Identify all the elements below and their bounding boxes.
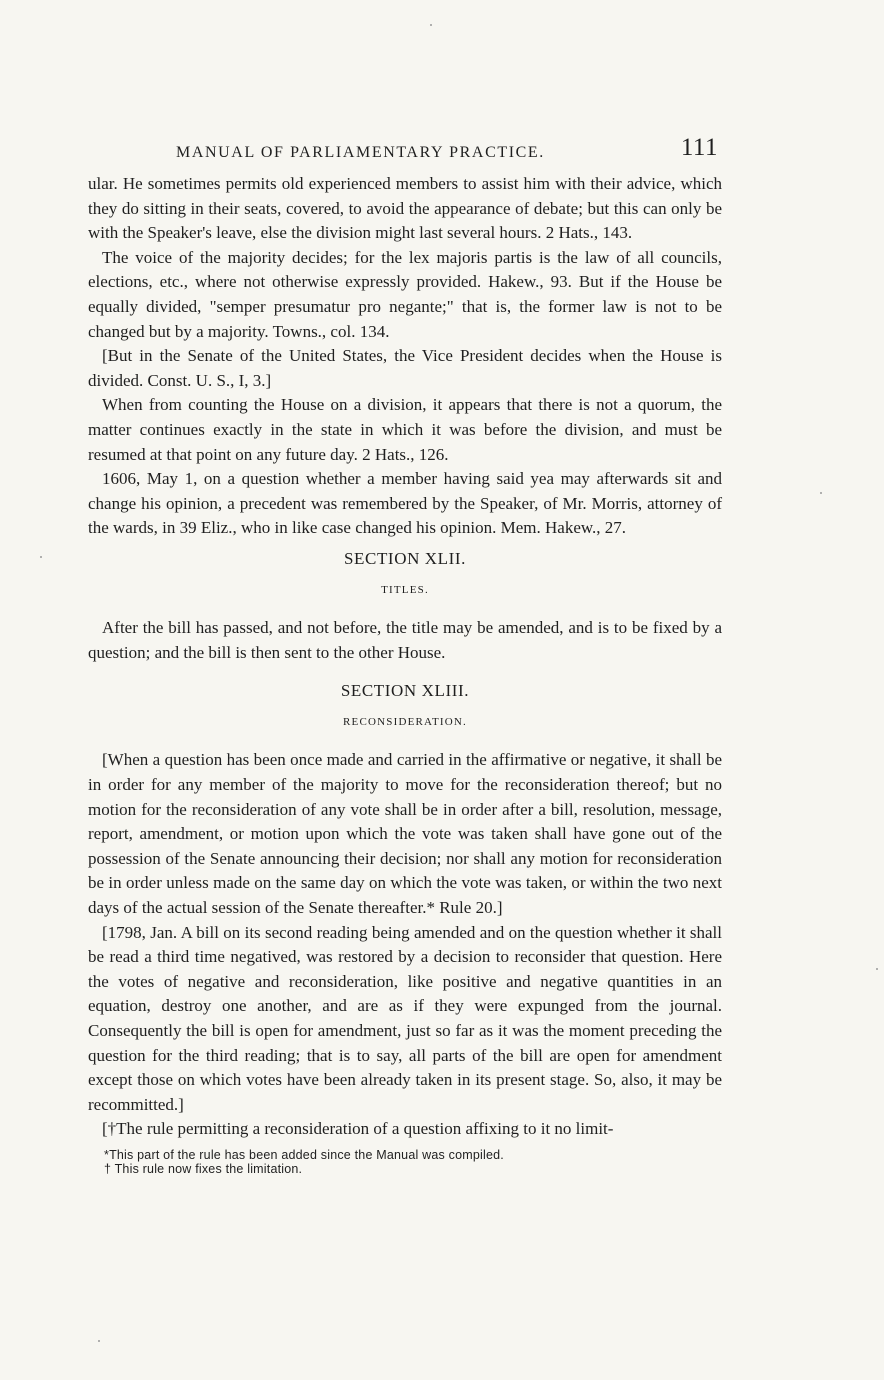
paragraph-precedent-1606: 1606, May 1, on a question whether a member having said yea may afterwards sit and change his opinion, a precedent was remembered by the Speaker, of Mr. Morris, attorney of the wards, in 39 Eliz., who in like case changed his opinion. Mem. Hakew., 27. (88, 469, 722, 538)
section-42-heading: SECTION XLII. (343, 548, 467, 568)
paragraph-titles: After the bill has passed, and not before, the title may be amended, and is to be fixed by a question; and the bill is then sent to the other House. (88, 618, 722, 662)
paragraph-reconsideration-limit: [†The rule permitting a reconsideration of a question affixing to it no limit- (102, 1119, 614, 1139)
paragraph-reconsideration-1798: [1798, Jan. A bill on its second reading being amended and on the question whether it shall be read a third time negatived, was restored by a decision to reconsider that question. Here the votes of negative and reconsideration, like positive and negative quantities in an equation, destroy one another, and are as if they were expunged from the journal. Consequently the bill is open for amendment, just so far as it was the moment preceding the question for the third reading; that is to say, all parts of the bill are open for amendment except those on which votes have been already taken in its present stage. So, also, it may be recommitted.] (88, 922, 722, 1114)
scan-speck (876, 968, 878, 970)
document-page (88, 132, 722, 1176)
paragraph-reconsideration-rule: [When a question has been once made and carried in the affirmative or negative, it shall be in order for any member of the majority to move for the reconsideration thereof; but no motion for the reconsideration of any vote shall be in order after a bill, resolution, message, report, amendment, or motion upon which the vote was taken shall have gone out of the possession of the Senate announcing their decision; nor shall any motion for reconsideration be in order unless made on the same day on which the vote was taken, or within the two next days of the actual session of the Senate thereafter.* Rule 20.] (88, 750, 722, 918)
section-43-heading: SECTION XLIII. (340, 681, 470, 701)
scan-speck (40, 556, 42, 558)
footnote-dagger: † This rule now fixes the limitation. (104, 1161, 303, 1176)
running-head (88, 132, 722, 172)
scan-speck (98, 1340, 100, 1342)
footnote-asterisk: *This part of the rule has been added since the Manual was compiled. (104, 1147, 504, 1162)
body-text (88, 172, 722, 1142)
paragraph-speaker-leave: ular. He sometimes permits old experienced members to assist him with their advice, which they do sitting in their seats, covered, to avoid the appearance of debate; but this can only be with the Speaker's leave, else the division might last several hours. 2 Hats., 143. (88, 174, 722, 243)
scan-speck (430, 24, 432, 26)
footnotes (88, 1148, 722, 1176)
paragraph-majority-decides: The voice of the majority decides; for the lex majoris partis is the law of all councils, elections, etc., where not otherwise expressly provided. Hakew., 93. But if the House be equally divided, "semper presumatur pro negante;" that is, the former law is not to be changed but by a majority. Towns., col. 134. (88, 247, 722, 341)
section-42-subhead: TITLES. (381, 583, 429, 596)
running-title: MANUAL OF PARLIAMENTARY PRACTICE. (176, 144, 545, 161)
page-number: 111 (680, 134, 718, 161)
section-43-subhead: RECONSIDERATION. (342, 715, 467, 728)
scan-speck (820, 492, 822, 494)
paragraph-quorum: When from counting the House on a division, it appears that there is not a quorum, the matter continues exactly in the state in which it was before the division, and must be resumed at that point on any future day. 2 Hats., 126. (88, 395, 722, 464)
paragraph-vice-president: [But in the Senate of the United States, the Vice President decides when the House is divided. Const. U. S., I, 3.] (88, 346, 722, 390)
